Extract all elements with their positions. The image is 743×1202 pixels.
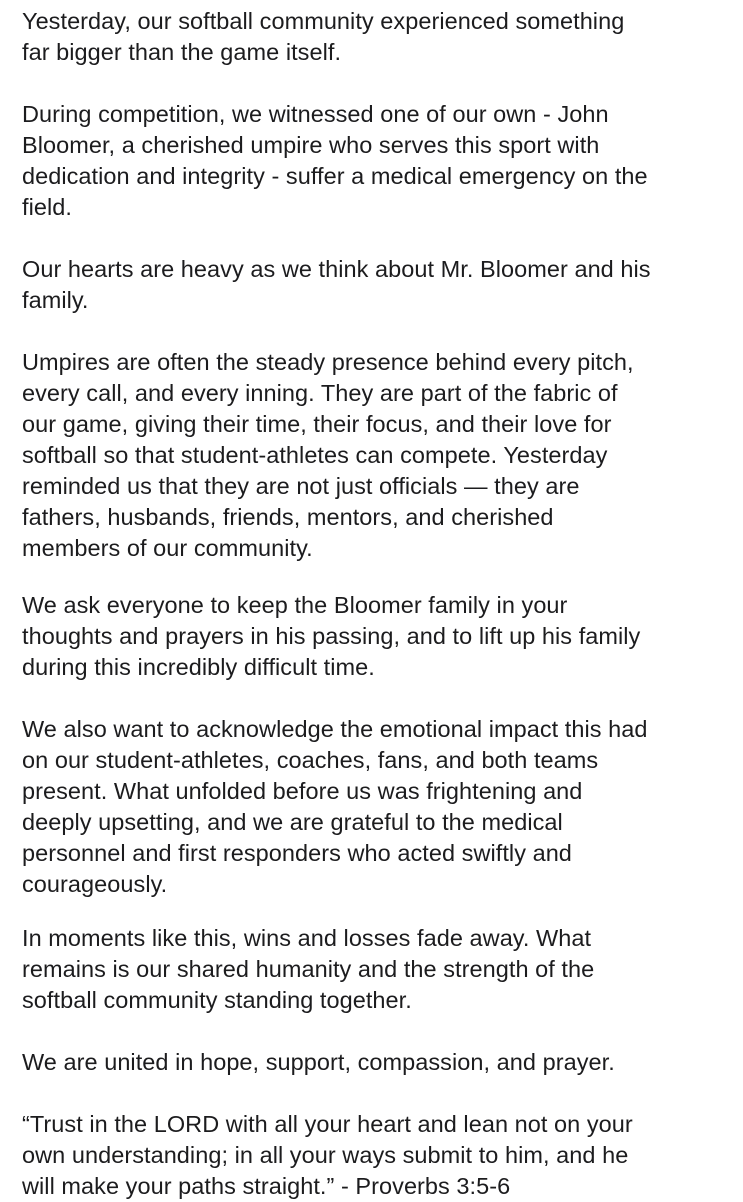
text-line: “Trust in the LORD with all your heart and lean not on your: [22, 1111, 633, 1137]
text-line: personnel and first responders who acted swiftly and: [22, 840, 572, 866]
paragraph-united: [22, 1047, 725, 1078]
text-line: own understanding; in all your ways submit to him, and he: [22, 1142, 629, 1168]
paragraph-opening: [22, 6, 725, 68]
paragraph-umpires: [22, 347, 725, 564]
text-line: We are united in hope, support, compassion, and prayer.: [22, 1049, 615, 1075]
text-line: courageously.: [22, 871, 168, 897]
text-line: every call, and every inning. They are part of the fabric of: [22, 380, 618, 406]
text-line: present. What unfolded before us was frightening and: [22, 778, 583, 804]
paragraph-shared-humanity: [22, 923, 725, 1016]
text-line: In moments like this, wins and losses fade away. What: [22, 925, 592, 951]
text-line: during this incredibly difficult time.: [22, 654, 375, 680]
text-line: family.: [22, 287, 89, 313]
text-line: reminded us that they are not just officials — they are: [22, 473, 580, 499]
text-line: on our student-athletes, coaches, fans, and both teams: [22, 747, 599, 773]
paragraph-scripture-quote: [22, 1109, 725, 1202]
text-line: far bigger than the game itself.: [22, 39, 342, 65]
text-line: fathers, husbands, friends, mentors, and cherished: [22, 504, 554, 530]
paragraph-hearts-heavy: [22, 254, 725, 316]
text-line: dedication and integrity - suffer a medical emergency on the: [22, 163, 648, 189]
text-line: softball community standing together.: [22, 987, 412, 1013]
text-line: Our hearts are heavy as we think about Mr. Bloomer and his: [22, 256, 651, 282]
text-line: field.: [22, 194, 72, 220]
text-line: will make your paths straight.” - Proverbs 3:5-6: [22, 1173, 511, 1199]
text-line: softball so that student-athletes can compete. Yesterday: [22, 442, 608, 468]
text-line: During competition, we witnessed one of our own - John: [22, 101, 609, 127]
text-line: our game, giving their time, their focus, and their love for: [22, 411, 612, 437]
paragraph-incident: [22, 99, 725, 223]
text-line: We also want to acknowledge the emotional impact this had: [22, 716, 648, 742]
text-line: Umpires are often the steady presence behind every pitch,: [22, 349, 634, 375]
paragraph-emotional-impact: [22, 714, 725, 900]
text-line: Yesterday, our softball community experienced something: [22, 8, 625, 34]
text-line: members of our community.: [22, 535, 313, 561]
text-line: thoughts and prayers in his passing, and to lift up his family: [22, 623, 641, 649]
text-line: deeply upsetting, and we are grateful to the medical: [22, 809, 563, 835]
text-line: Bloomer, a cherished umpire who serves this sport with: [22, 132, 600, 158]
paragraph-prayers: [22, 590, 725, 683]
text-line: We ask everyone to keep the Bloomer family in your: [22, 592, 568, 618]
text-line: remains is our shared humanity and the strength of the: [22, 956, 595, 982]
